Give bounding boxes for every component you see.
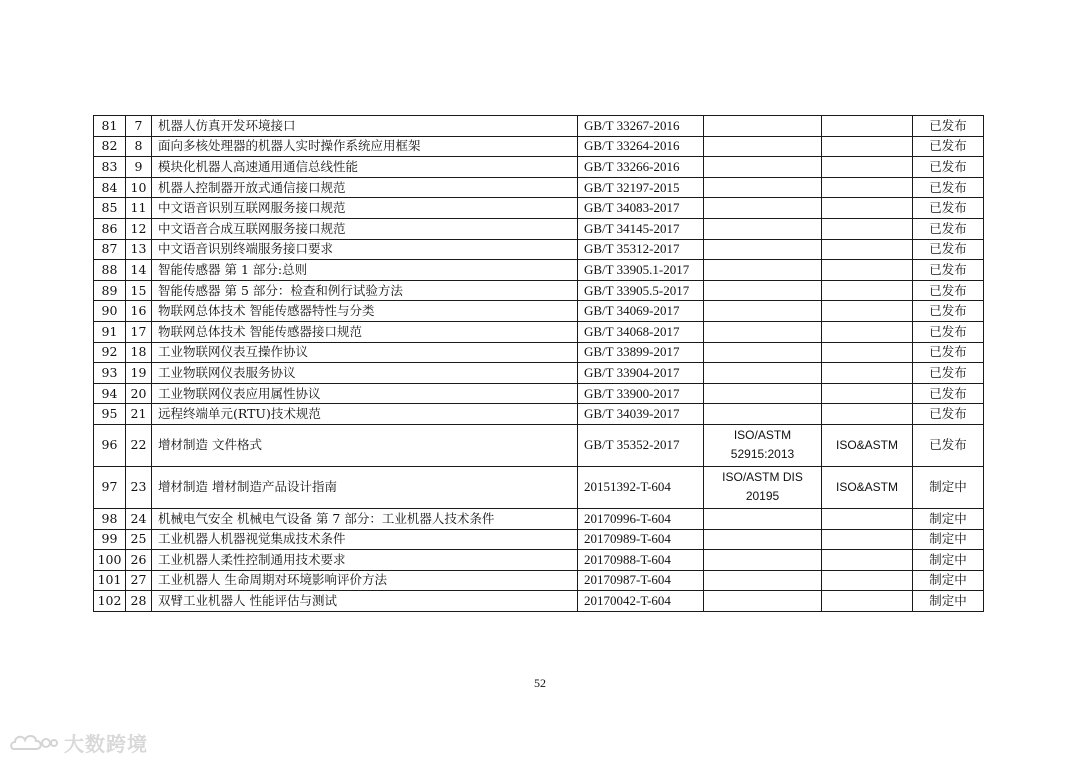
intl-standard-cell (704, 198, 822, 219)
status-cell: 已发布 (913, 301, 984, 322)
standard-code-cell: 20170988-T-604 (578, 550, 704, 571)
table-row (94, 383, 984, 404)
row-number-cell: 87 (94, 239, 126, 260)
intl-standard-cell (704, 157, 822, 178)
standard-name-cell: 智能传感器 第 5 部分：检查和例行试验方法 (152, 280, 578, 301)
standard-code-cell: 20170996-T-604 (578, 508, 704, 529)
sub-number-cell: 17 (126, 321, 152, 342)
adoption-relation-cell (822, 198, 913, 219)
standard-code-cell: 20170987-T-604 (578, 570, 704, 591)
table-row (94, 239, 984, 260)
standard-name-cell: 增材制造 文件格式 (152, 424, 578, 466)
status-cell: 制定中 (913, 591, 984, 612)
standards-table-body (94, 116, 984, 612)
status-cell: 已发布 (913, 177, 984, 198)
row-number-cell: 94 (94, 383, 126, 404)
standard-code-cell: GB/T 33900-2017 (578, 383, 704, 404)
sub-number-cell: 13 (126, 239, 152, 260)
status-cell: 已发布 (913, 136, 984, 157)
intl-standard-cell (704, 321, 822, 342)
standard-name-cell: 机器人仿真开发环境接口 (152, 116, 578, 137)
intl-standard-cell (704, 239, 822, 260)
status-cell: 已发布 (913, 321, 984, 342)
adoption-relation-cell (822, 177, 913, 198)
sub-number-cell: 20 (126, 383, 152, 404)
row-number-cell: 97 (94, 466, 126, 508)
row-number-cell: 100 (94, 550, 126, 571)
standard-name-cell: 机器人控制器开放式通信接口规范 (152, 177, 578, 198)
standard-code-cell: GB/T 33899-2017 (578, 342, 704, 363)
status-cell: 制定中 (913, 466, 984, 508)
table-row (94, 508, 984, 529)
table-row (94, 342, 984, 363)
standard-code-cell: 20151392-T-604 (578, 466, 704, 508)
adoption-relation-cell (822, 301, 913, 322)
sub-number-cell: 8 (126, 136, 152, 157)
standard-name-cell: 中文语音识别互联网服务接口规范 (152, 198, 578, 219)
table-row (94, 529, 984, 550)
standard-name-cell: 工业物联网仪表服务协议 (152, 363, 578, 384)
standard-code-cell: GB/T 33264-2016 (578, 136, 704, 157)
status-cell: 制定中 (913, 570, 984, 591)
adoption-relation-cell (822, 363, 913, 384)
sub-number-cell: 15 (126, 280, 152, 301)
table-row (94, 198, 984, 219)
standard-name-cell: 智能传感器 第 1 部分:总则 (152, 260, 578, 281)
table-row (94, 116, 984, 137)
status-cell: 已发布 (913, 239, 984, 260)
sub-number-cell: 22 (126, 424, 152, 466)
sub-number-cell: 19 (126, 363, 152, 384)
standard-code-cell: 20170042-T-604 (578, 591, 704, 612)
adoption-relation-cell (822, 239, 913, 260)
table-row (94, 363, 984, 384)
row-number-cell: 85 (94, 198, 126, 219)
table-row (94, 550, 984, 571)
row-number-cell: 92 (94, 342, 126, 363)
row-number-cell: 102 (94, 591, 126, 612)
table-row (94, 157, 984, 178)
sub-number-cell: 10 (126, 177, 152, 198)
adoption-relation-cell (822, 157, 913, 178)
adoption-relation-cell: ISO&ASTM (822, 466, 913, 508)
status-cell: 已发布 (913, 383, 984, 404)
standard-code-cell: GB/T 33905.1-2017 (578, 260, 704, 281)
row-number-cell: 96 (94, 424, 126, 466)
intl-standard-cell (704, 591, 822, 612)
status-cell: 制定中 (913, 550, 984, 571)
intl-standard-cell (704, 570, 822, 591)
row-number-cell: 88 (94, 260, 126, 281)
standard-name-cell: 物联网总体技术 智能传感器特性与分类 (152, 301, 578, 322)
intl-standard-cell (704, 529, 822, 550)
standard-code-cell: GB/T 34068-2017 (578, 321, 704, 342)
intl-standard-cell (704, 218, 822, 239)
adoption-relation-cell (822, 116, 913, 137)
row-number-cell: 99 (94, 529, 126, 550)
standard-name-cell: 工业物联网仪表应用属性协议 (152, 383, 578, 404)
cloud-logo-icon (8, 729, 58, 755)
row-number-cell: 90 (94, 301, 126, 322)
adoption-relation-cell (822, 321, 913, 342)
row-number-cell: 86 (94, 218, 126, 239)
sub-number-cell: 26 (126, 550, 152, 571)
intl-standard-cell (704, 550, 822, 571)
row-number-cell: 98 (94, 508, 126, 529)
standard-code-cell: GB/T 33905.5-2017 (578, 280, 704, 301)
status-cell: 已发布 (913, 342, 984, 363)
adoption-relation-cell (822, 136, 913, 157)
intl-standard-cell (704, 404, 822, 425)
row-number-cell: 95 (94, 404, 126, 425)
status-cell: 已发布 (913, 218, 984, 239)
table-row (94, 321, 984, 342)
standard-code-cell: GB/T 34039-2017 (578, 404, 704, 425)
table-row (94, 301, 984, 322)
table-row (94, 280, 984, 301)
intl-standard-cell (704, 260, 822, 281)
row-number-cell: 83 (94, 157, 126, 178)
table-row (94, 424, 984, 466)
sub-number-cell: 16 (126, 301, 152, 322)
sub-number-cell: 12 (126, 218, 152, 239)
standard-code-cell: GB/T 34145-2017 (578, 218, 704, 239)
watermark-text: 大数跨境 (64, 731, 148, 756)
standard-name-cell: 远程终端单元(RTU)技术规范 (152, 404, 578, 425)
standard-name-cell: 物联网总体技术 智能传感器接口规范 (152, 321, 578, 342)
intl-standard-cell (704, 280, 822, 301)
sub-number-cell: 9 (126, 157, 152, 178)
status-cell: 已发布 (913, 404, 984, 425)
standard-name-cell: 模块化机器人高速通用通信总线性能 (152, 157, 578, 178)
standard-name-cell: 中文语音合成互联网服务接口规范 (152, 218, 578, 239)
standard-name-cell: 工业机器人 生命周期对环境影响评价方法 (152, 570, 578, 591)
row-number-cell: 91 (94, 321, 126, 342)
adoption-relation-cell (822, 550, 913, 571)
adoption-relation-cell (822, 570, 913, 591)
adoption-relation-cell (822, 591, 913, 612)
adoption-relation-cell (822, 383, 913, 404)
adoption-relation-cell (822, 260, 913, 281)
intl-standard-cell (704, 177, 822, 198)
standard-name-cell: 面向多核处理器的机器人实时操作系统应用框架 (152, 136, 578, 157)
standard-code-cell: GB/T 35312-2017 (578, 239, 704, 260)
row-number-cell: 101 (94, 570, 126, 591)
intl-standard-cell (704, 136, 822, 157)
standard-code-cell: GB/T 34069-2017 (578, 301, 704, 322)
status-cell: 已发布 (913, 424, 984, 466)
intl-standard-cell (704, 383, 822, 404)
standard-code-cell: 20170989-T-604 (578, 529, 704, 550)
status-cell: 制定中 (913, 529, 984, 550)
sub-number-cell: 11 (126, 198, 152, 219)
intl-standard-cell (704, 116, 822, 137)
sub-number-cell: 14 (126, 260, 152, 281)
standard-name-cell: 工业机器人柔性控制通用技术要求 (152, 550, 578, 571)
watermark (8, 727, 148, 757)
row-number-cell: 81 (94, 116, 126, 137)
status-cell: 已发布 (913, 157, 984, 178)
standard-code-cell: GB/T 33267-2016 (578, 116, 704, 137)
sub-number-cell: 7 (126, 116, 152, 137)
adoption-relation-cell (822, 280, 913, 301)
intl-standard-cell: ISO/ASTM DIS 20195 (704, 466, 822, 508)
standard-name-cell: 工业机器人机器视觉集成技术条件 (152, 529, 578, 550)
standard-code-cell: GB/T 34083-2017 (578, 198, 704, 219)
standard-code-cell: GB/T 35352-2017 (578, 424, 704, 466)
standard-name-cell: 中文语音识别终端服务接口要求 (152, 239, 578, 260)
status-cell: 已发布 (913, 363, 984, 384)
sub-number-cell: 27 (126, 570, 152, 591)
page-number: 52 (534, 676, 546, 690)
status-cell: 已发布 (913, 280, 984, 301)
adoption-relation-cell (822, 218, 913, 239)
row-number-cell: 84 (94, 177, 126, 198)
table-row (94, 177, 984, 198)
status-cell: 制定中 (913, 508, 984, 529)
sub-number-cell: 28 (126, 591, 152, 612)
standards-table (93, 115, 984, 612)
intl-standard-cell: ISO/ASTM 52915:2013 (704, 424, 822, 466)
standard-name-cell: 机械电气安全 机械电气设备 第 7 部分：工业机器人技术条件 (152, 508, 578, 529)
intl-standard-cell (704, 342, 822, 363)
standard-name-cell: 工业物联网仪表互操作协议 (152, 342, 578, 363)
standard-name-cell: 双臂工业机器人 性能评估与测试 (152, 591, 578, 612)
sub-number-cell: 18 (126, 342, 152, 363)
row-number-cell: 89 (94, 280, 126, 301)
standard-code-cell: GB/T 33904-2017 (578, 363, 704, 384)
adoption-relation-cell (822, 529, 913, 550)
table-row (94, 404, 984, 425)
intl-standard-cell (704, 301, 822, 322)
adoption-relation-cell (822, 508, 913, 529)
row-number-cell: 93 (94, 363, 126, 384)
sub-number-cell: 24 (126, 508, 152, 529)
row-number-cell: 82 (94, 136, 126, 157)
intl-standard-cell (704, 508, 822, 529)
table-row (94, 591, 984, 612)
standard-name-cell: 增材制造 增材制造产品设计指南 (152, 466, 578, 508)
table-row (94, 570, 984, 591)
sub-number-cell: 23 (126, 466, 152, 508)
status-cell: 已发布 (913, 260, 984, 281)
adoption-relation-cell (822, 404, 913, 425)
sub-number-cell: 25 (126, 529, 152, 550)
status-cell: 已发布 (913, 116, 984, 137)
adoption-relation-cell (822, 342, 913, 363)
intl-standard-cell (704, 363, 822, 384)
table-row (94, 136, 984, 157)
standard-code-cell: GB/T 32197-2015 (578, 177, 704, 198)
table-row (94, 218, 984, 239)
sub-number-cell: 21 (126, 404, 152, 425)
adoption-relation-cell: ISO&ASTM (822, 424, 913, 466)
table-row (94, 260, 984, 281)
status-cell: 已发布 (913, 198, 984, 219)
table-row (94, 466, 984, 508)
standard-code-cell: GB/T 33266-2016 (578, 157, 704, 178)
